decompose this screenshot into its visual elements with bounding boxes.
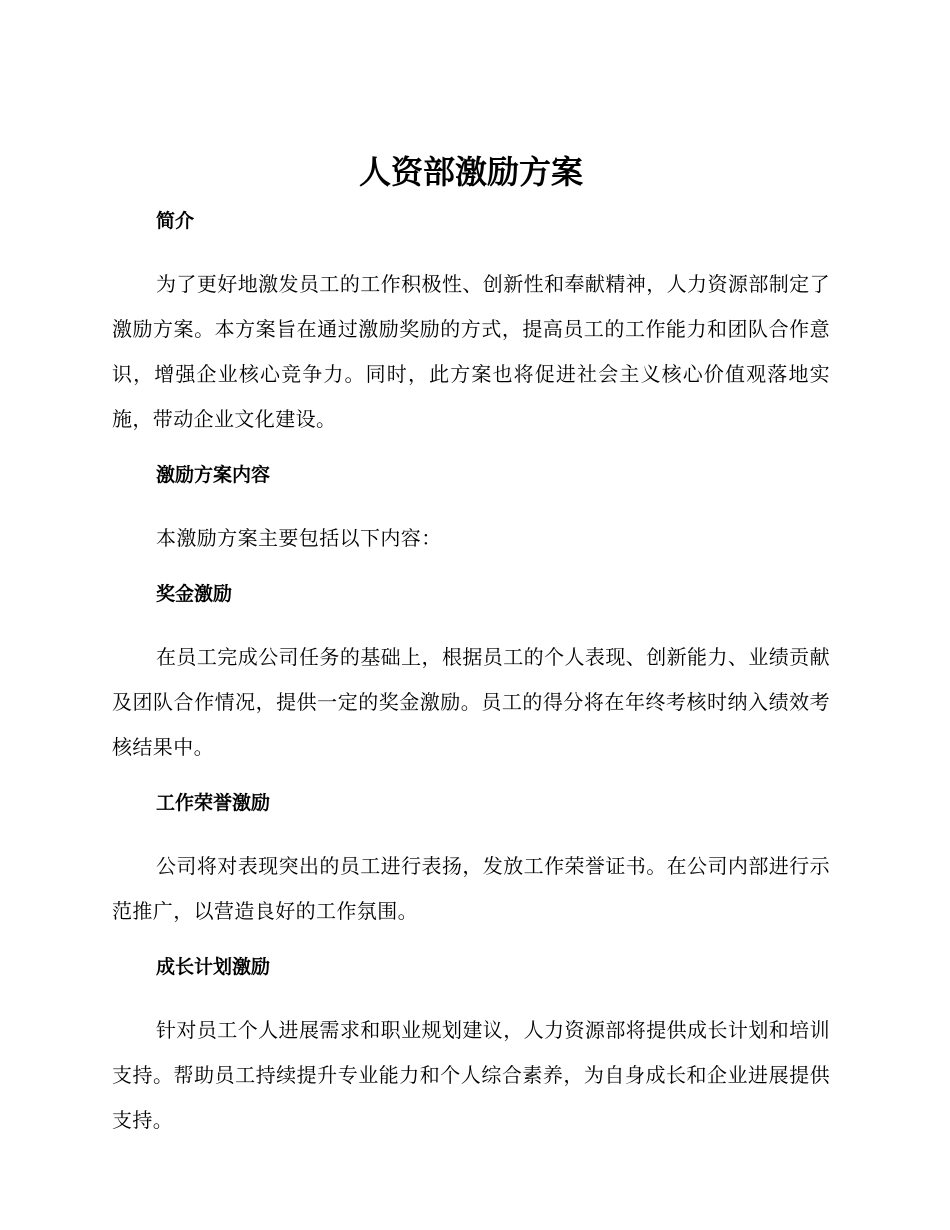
section-paragraph: 为了更好地激发员工的工作积极性、创新性和奉献精神，人力资源部制定了激励方案。本方案旨在通过激励奖励的方式，提高员工的工作能力和团队合作意识，增强企业核心竞争力。同时，此方案也将促进社会主义核心价值观落地实施，带动企业文化建设。: [112, 272, 830, 431]
section-plan-content: [112, 460, 830, 561]
section-heading: 激励方案内容: [156, 464, 271, 486]
document-body: [112, 150, 830, 1143]
section-honor-incentive: [112, 788, 830, 934]
document-title: 人资部激励方案: [358, 153, 583, 191]
section-paragraph: 在员工完成公司任务的基础上，根据员工的个人表现、创新能力、业绩贡献及团队合作情况，提供一定的奖金激励。员工的得分将在年终考核时纳入绩效考核结果中。: [112, 645, 830, 759]
section-paragraph: 针对员工个人进展需求和职业规划建议，人力资源部将提供成长计划和培训支持。帮助员工持续提升专业能力和个人综合素养，为自身成长和企业进展提供支持。: [112, 1018, 830, 1132]
section-bonus-incentive: [112, 579, 830, 770]
section-heading: 奖金激励: [156, 583, 233, 605]
section-heading: 简介: [156, 210, 195, 232]
section-paragraph: 公司将对表现突出的员工进行表扬，发放工作荣誉证书。在公司内部进行示范推广，以营造良好的工作氛围。: [112, 854, 830, 923]
section-heading: 成长计划激励: [156, 956, 271, 978]
section-heading: 工作荣誉激励: [156, 792, 271, 814]
section-growth-incentive: [112, 952, 830, 1143]
section-intro: [112, 206, 830, 442]
section-paragraph: 本激励方案主要包括以下内容：: [156, 526, 442, 550]
